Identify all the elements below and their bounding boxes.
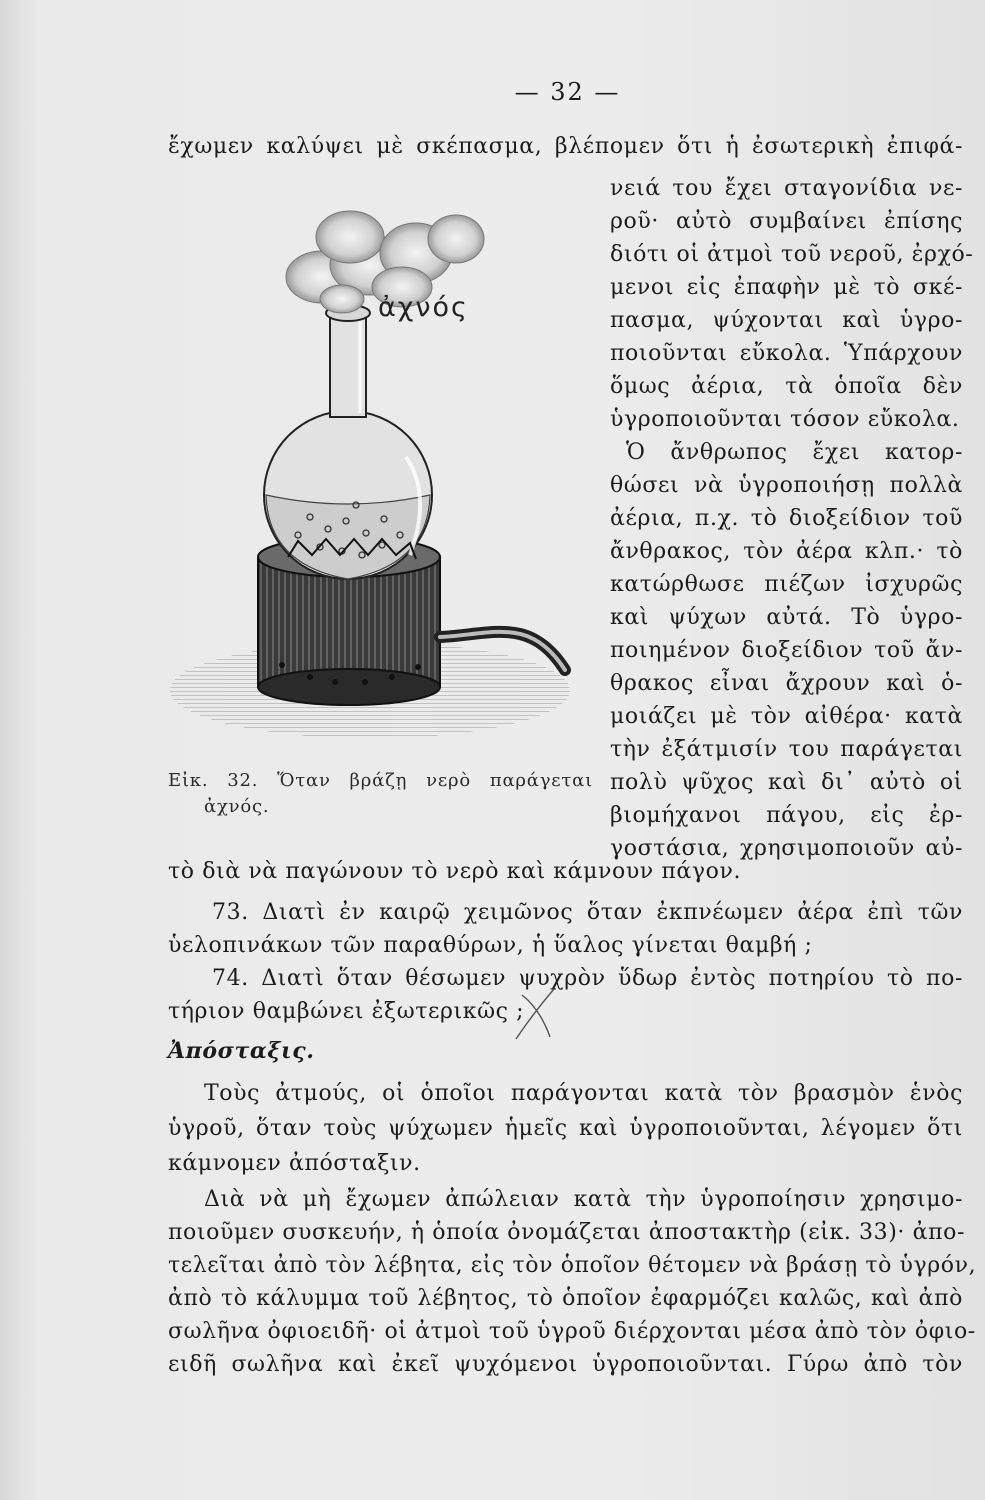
paragraph-line: σωλῆνα ὀφιοειδῆ· οἱ ἀτμοὶ τοῦ ὑγροῦ διέρχονται μέσα ἀπὸ τὸν ὀφιο-	[168, 1319, 976, 1344]
paragraph-line: Διὰ νὰ μὴ ἔχωμεν ἀπώλειαν κατὰ τὴν ὑγροποίησιν χρησιμο-	[204, 1187, 963, 1212]
question-73: 73. Διατὶ ἐν καιρῷ χειμῶνος ὅταν ἐκπνέωμεν ἀέρα ἐπὶ τῶν	[212, 900, 963, 925]
text-line: τὸ διὰ νὰ παγώνουν τὸ νερὸ καὶ κάμνουν πάγον.	[168, 859, 742, 884]
text-line: τὴν ἐξάτμισίν του παράγεται	[610, 737, 963, 762]
paragraph-line: τελεῖται ἀπὸ τὸν λέβητα, εἰς τὸν ὁποῖον θέτομεν νὰ βράσῃ τὸ ὑγρόν,	[168, 1253, 977, 1278]
text-line: πολὺ ψῦχος καὶ δι᾽ αὐτὸ οἱ	[610, 770, 963, 795]
text-line: κατώρθωσε πιέζων ἰσχυρῶς	[610, 572, 963, 597]
text-line: πασμα, ψύχονται καὶ ὑγρο-	[610, 308, 963, 333]
text-line: ἀέρια, π.χ. τὸ διοξείδιον τοῦ	[610, 506, 963, 531]
text-line: μοιάζει μὲ τὸν αἰθέρα· κατὰ	[610, 704, 963, 729]
text-line: διότι οἱ ἀτμοὶ τοῦ νεροῦ, ἐρχό-	[610, 242, 974, 267]
paragraph-line: ειδῆ σωλῆνα καὶ ἐκεῖ ψυχόμενοι ὑγροποιοῦνται. Γύρω ἀπὸ τὸν	[168, 1352, 963, 1377]
figure-caption: ἀχνός.	[204, 796, 270, 817]
page-number: — 32 —	[514, 78, 621, 106]
paragraph-line: ἀπὸ τὸ κάλυμμα τοῦ λέβητος, τὸ ὁποῖον ἐφαρμόζει καλῶς, καὶ ἀπὸ	[168, 1286, 963, 1311]
question-74: τήριον θαμβώνει ἐξωτερικῶς ;	[168, 999, 525, 1024]
text-line: ὅμως ἀέρια, τὰ ὁποῖα δὲν	[610, 374, 963, 399]
text-line: μενοι εἰς ἐπαφὴν μὲ τὸ σκέ-	[610, 275, 963, 300]
paragraph-line: ποιοῦμεν συσκευήν, ἡ ὁποία ὀνομάζεται ἀποστακτὴρ (εἰκ. 33)· ἀπο-	[168, 1220, 966, 1245]
paragraph-line: ὑγροῦ, ὅταν τοὺς ψύχωμεν ἡμεῖς καὶ ὑγροποιοῦνται, λέγομεν ὅτι	[168, 1116, 963, 1141]
text-line: ροῦ· αὐτὸ συμβαίνει ἐπίσης	[610, 209, 963, 234]
question-74: 74. Διατὶ ὅταν θέσωμεν ψυχρὸν ὕδωρ ἐντὸς ποτηρίου τὸ πο-	[212, 966, 963, 991]
pencil-mark	[512, 985, 560, 1047]
text-line: γοστάσια, χρησιμοποιοῦν αὐ-	[610, 836, 963, 861]
text-line: ποιημένον διοξείδιον τοῦ ἄν-	[610, 638, 963, 663]
text-line: βιομήχανοι πάγου, εἰς ἐρ-	[610, 803, 963, 828]
text-line: Ὁ ἄνθρωπος ἔχει κατορ-	[626, 440, 963, 465]
text-line: ἔχωμεν καλύψει μὲ σκέπασμα, βλέπομεν ὅτι ἡ ἐσωτερικὴ ἐπιφά-	[168, 134, 963, 159]
text-line: θρακος εἶναι ἄχρουν καὶ ὁ-	[610, 671, 963, 696]
paragraph-line: κάμνομεν ἀπόσταξιν.	[168, 1151, 421, 1176]
section-heading: Ἀπόσταξις.	[168, 1038, 315, 1064]
flask-on-burner-illustration	[170, 195, 580, 755]
text-line: ἄνθρακος, τὸν ἀέρα κλπ.· τὸ	[610, 539, 963, 564]
text-line: ὑγροποιοῦνται τόσον εὔκολα.	[610, 407, 960, 432]
text-line: θώσει νὰ ὑγροποιήσῃ πολλὰ	[610, 473, 963, 498]
paragraph-line: Τοὺς ἀτμούς, οἱ ὁποῖοι παράγονται κατὰ τὸν βρασμὸν ἑνὸς	[204, 1081, 963, 1106]
figure-label: ἀχνός	[378, 292, 469, 323]
figure-caption: Εἰκ. 32. Ὅταν βράζῃ νερὸ παράγεται	[168, 770, 593, 791]
text-line: ποιοῦνται εὔκολα. Ὑπάρχουν	[610, 341, 963, 366]
text-line: καὶ ψύχων αὐτά. Τὸ ὑγρο-	[610, 605, 963, 630]
text-line: νειά του ἔχει σταγονίδια νε-	[610, 176, 963, 201]
question-73: ὑελοπινάκων τῶν παραθύρων, ἡ ὕαλος γίνεται θαμβή ;	[168, 933, 813, 958]
